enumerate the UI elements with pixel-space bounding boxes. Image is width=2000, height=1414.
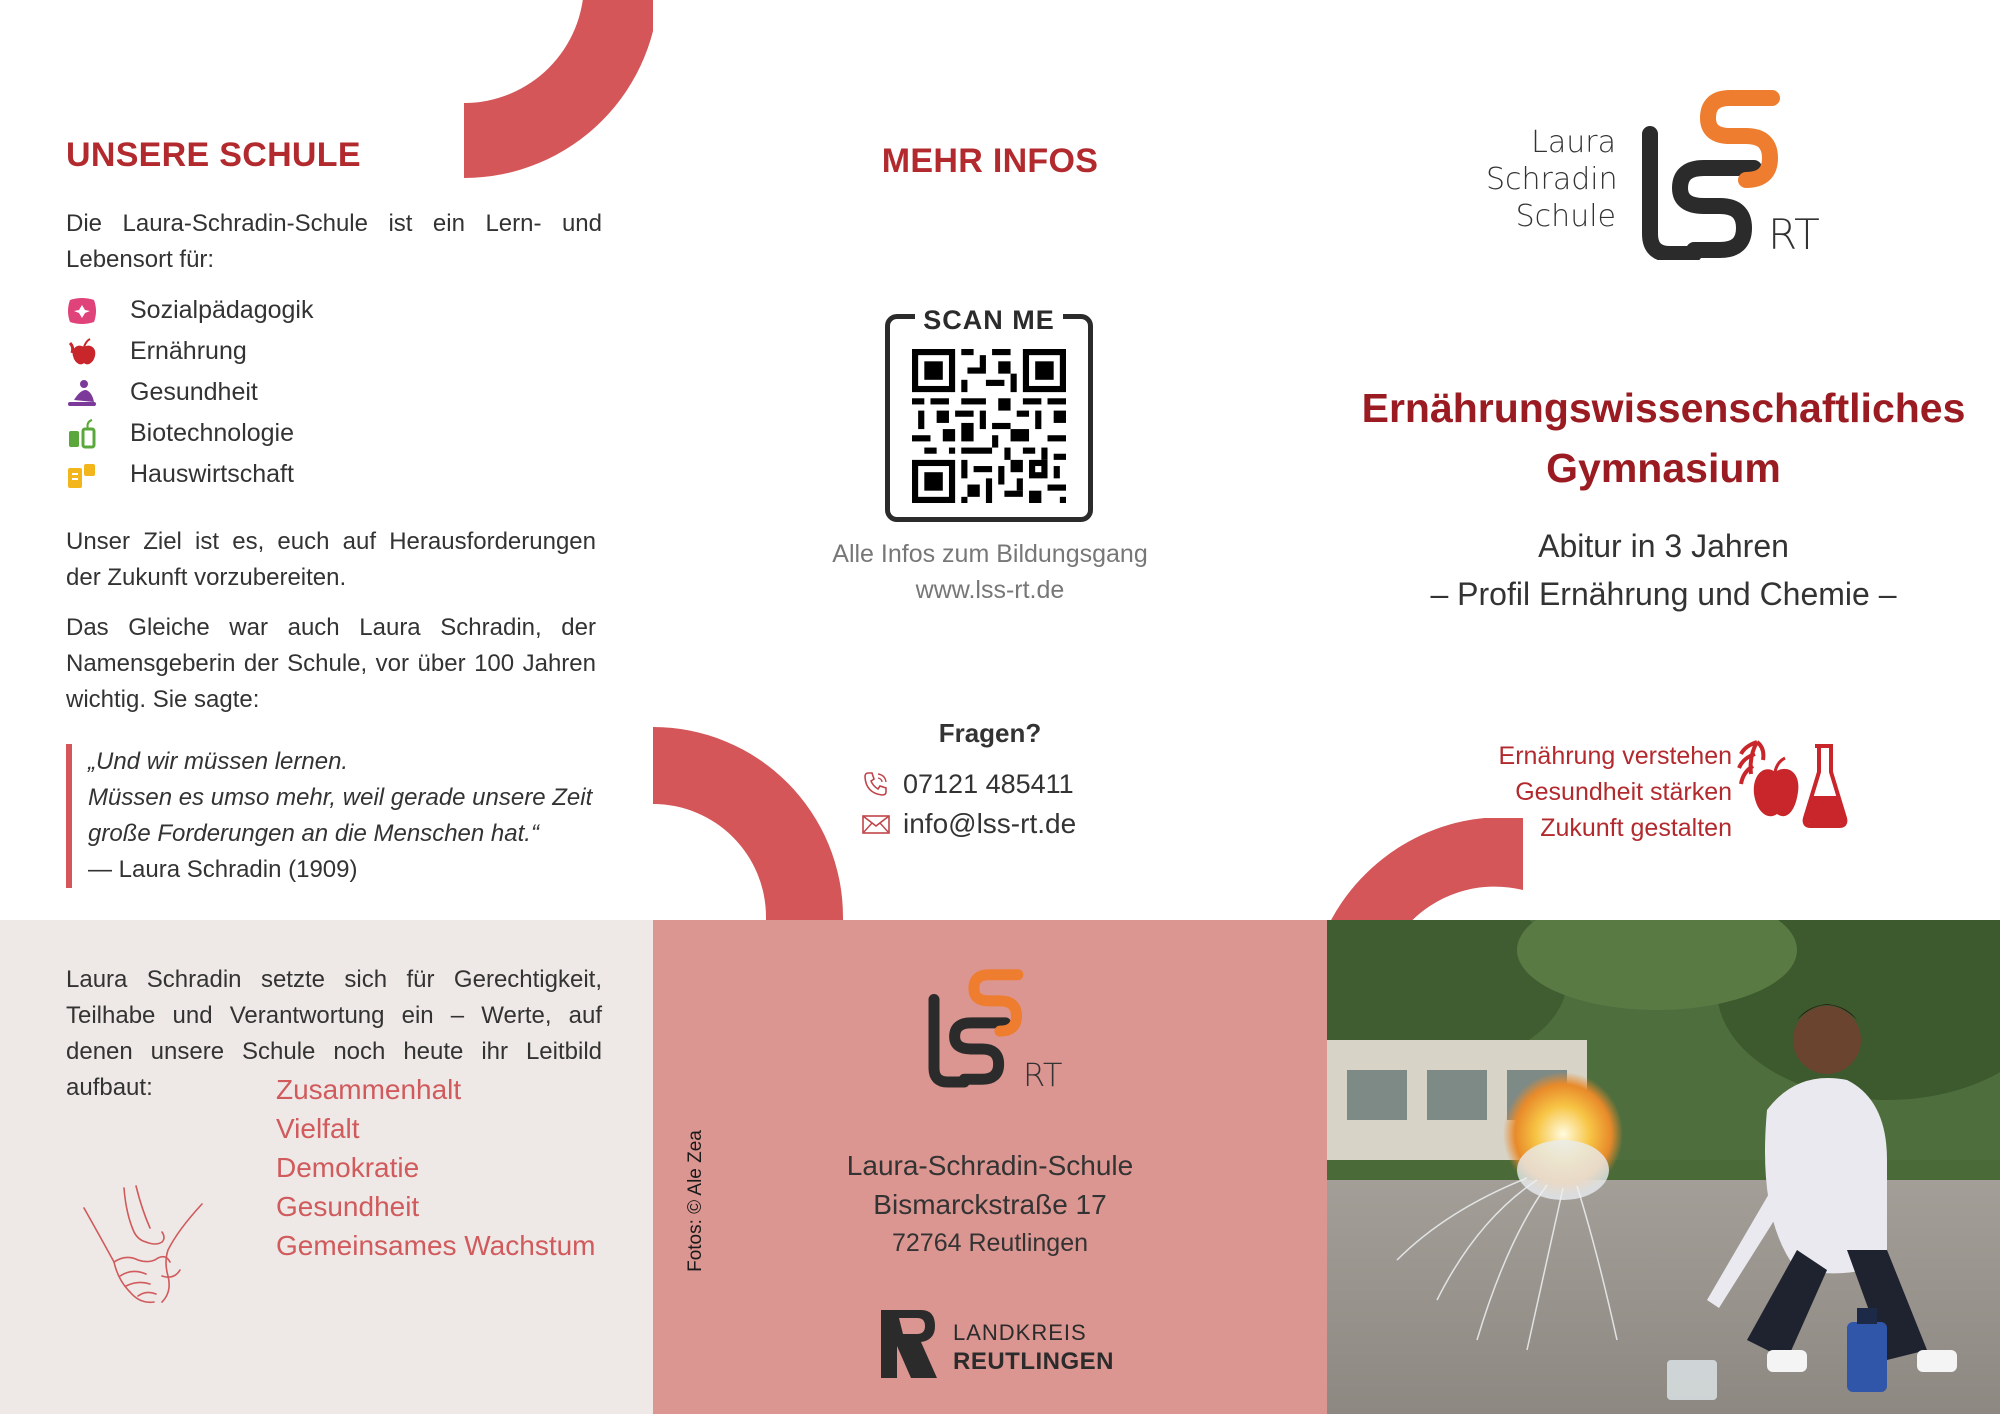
holding-hands-icon <box>80 1184 204 1320</box>
social-pedagogy-icon <box>66 296 98 326</box>
photo-credit: Fotos: © Ale Zea <box>685 1130 706 1272</box>
district-line: REUTLINGEN <box>953 1348 1114 1375</box>
title-line: Ernährungswissenschaftliches <box>1361 385 1966 431</box>
feature-label: Hauswirtschaft <box>130 460 294 488</box>
phone-number: 07121 485411 <box>903 768 1074 799</box>
phone-icon <box>861 769 891 799</box>
title-line: Gymnasium <box>1546 445 1781 491</box>
panel-values <box>0 920 653 1414</box>
laura-schradin-quote <box>66 744 606 888</box>
qr-code-frame[interactable] <box>885 305 1093 522</box>
values-list <box>276 1070 596 1265</box>
goal-text: Unser Ziel ist es, euch auf Herausforderungen der Zukunft vorzubereiten. <box>66 528 596 591</box>
logo-suffix: RT <box>1768 210 1820 259</box>
decorative-arc-top <box>464 0 653 180</box>
slogan-line: Ernährung verstehen <box>1498 742 1732 770</box>
feature-item <box>66 454 313 495</box>
logo-wordmark <box>1486 124 1616 235</box>
qr-code[interactable] <box>912 349 1066 503</box>
quote-line: „Und wir müssen lernen. <box>88 748 349 775</box>
section-heading: MEHR INFOS <box>881 142 1099 180</box>
value-item: Gemeinsames Wachstum <box>276 1230 596 1261</box>
phone-row[interactable] <box>861 766 1074 802</box>
value-item: Vielfalt <box>276 1113 360 1144</box>
envelope-icon <box>861 809 891 839</box>
qr-caption <box>653 536 1327 608</box>
landkreis-logo-icon <box>881 1310 937 1378</box>
panel-mehr-infos <box>653 0 1327 920</box>
health-icon <box>66 378 98 408</box>
values-intro: Laura Schradin setzte sich für Gerechtigkeit, Teilhabe und Verantwortung ein – Werte, auf denen unsere Schule noch heute ihr Leitbild aufbaut: <box>66 966 602 1101</box>
school-name: Laura-Schradin-Schule <box>846 1150 1134 1181</box>
page-title <box>1327 378 2000 498</box>
district-line: LANDKREIS <box>953 1320 1087 1345</box>
value-item: Demokratie <box>276 1152 420 1183</box>
qr-caption-line: Alle Infos zum Bildungsgang <box>832 540 1148 568</box>
feature-item <box>66 413 313 454</box>
quote-line: Müssen es umso mehr, weil gerade unsere Zeit <box>88 784 593 811</box>
household-icon <box>66 460 98 490</box>
decorative-arc-middle <box>653 727 843 920</box>
subtitle <box>1327 522 2000 618</box>
quote-author: — Laura Schradin (1909) <box>88 856 358 883</box>
postal-address <box>653 1146 1327 1263</box>
nutrition-chemistry-icon <box>1735 734 1855 840</box>
photo-illustration <box>1327 920 2000 1414</box>
feature-label: Biotechnologie <box>130 419 295 447</box>
nutrition-icon <box>66 337 98 367</box>
small-school-logo <box>923 962 1083 1102</box>
panel-unsere-schule <box>0 0 653 920</box>
logo-suffix-small: RT <box>1023 1056 1063 1094</box>
value-item: Zusammenhalt <box>276 1074 462 1105</box>
email-row[interactable] <box>861 806 1076 842</box>
website-link[interactable]: www.lss-rt.de <box>915 576 1065 604</box>
photo-chemistry-experiment <box>1327 920 2000 1414</box>
questions-heading: Fragen? <box>938 718 1042 748</box>
value-item: Gesundheit <box>276 1191 420 1222</box>
history-text: Das Gleiche war auch Laura Schradin, der Namensgeberin der Schule, vor über 100 Jahren wichtig. Sie sagte: <box>66 614 596 713</box>
scan-me-label: SCAN ME <box>915 305 1063 335</box>
feature-label: Gesundheit <box>130 378 258 406</box>
feature-item <box>66 372 313 413</box>
subtitle-line: – Profil Ernährung und Chemie – <box>1430 576 1897 612</box>
feature-list <box>66 290 313 495</box>
slogan-block <box>1390 738 1732 846</box>
slogan-line: Gesundheit stärken <box>1515 778 1732 806</box>
city: 72764 Reutlingen <box>892 1229 1088 1257</box>
logo-word: Laura <box>1531 125 1616 160</box>
intro-text: Die Laura-Schradin-Schule ist ein Lern- und Lebensort für: <box>66 210 602 273</box>
quote-line: große Forderungen an die Menschen hat.“ <box>88 820 539 847</box>
slogan-line: Zukunft gestalten <box>1540 814 1732 842</box>
street: Bismarckstraße 17 <box>873 1189 1107 1220</box>
school-logo <box>1486 88 1826 268</box>
biotech-icon <box>66 419 98 449</box>
panel-address <box>653 920 1327 1414</box>
section-heading: UNSERE SCHULE <box>66 136 361 174</box>
feature-label: Sozialpädagogik <box>130 296 314 324</box>
subtitle-line: Abitur in 3 Jahren <box>1538 528 1789 564</box>
email-address: info@lss-rt.de <box>903 808 1077 839</box>
feature-label: Ernährung <box>130 337 247 365</box>
logo-word: Schradin <box>1486 162 1618 197</box>
feature-item <box>66 290 313 331</box>
district-logo <box>881 1310 1121 1380</box>
lss-monogram-small <box>923 962 1033 1092</box>
feature-item <box>66 331 313 372</box>
logo-word: Schule <box>1515 199 1616 234</box>
